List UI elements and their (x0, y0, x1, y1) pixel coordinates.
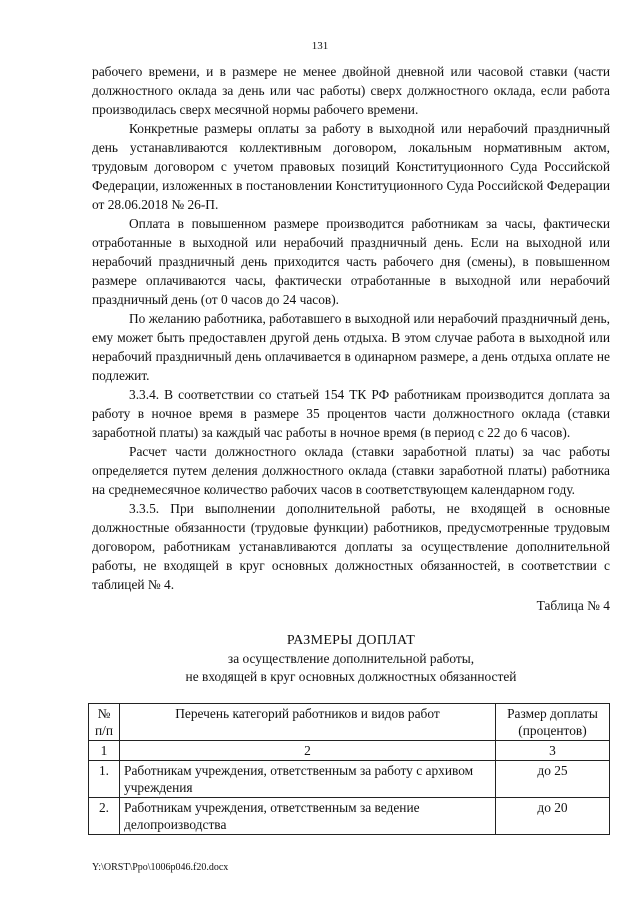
table-caption: Таблица № 4 (536, 598, 610, 613)
header-num: № п/п (89, 704, 120, 741)
table-row (89, 798, 610, 835)
table-header-row (89, 704, 610, 741)
index-cell: 3 (496, 741, 610, 761)
paragraph: 3.3.5. При выполнении дополнительной работы, не входящей в основные должностные обязанности (трудовые функции) работников, предусмотренные трудовым договором, работникам устанавливаются доплаты за осуществление дополнительной работы, не входящей в круг основных должностных обязанностей, в соответствии с таблицей № 4. (92, 501, 610, 592)
paragraph: Оплата в повышенном размере производится работникам за часы, фактически отработанные в выходной или нерабочий праздничный день. Если на выходной или нерабочий праздничный день приходится часть рабочего дня (смены), в повышенном размере оплачиваются часы, фактически отработанные в выходной или нерабочий праздничный день (от 0 часов до 24 часов). (92, 216, 610, 307)
allowances-table (88, 703, 610, 835)
row-amount: до 20 (496, 798, 610, 835)
paragraph: По желанию работника, работавшего в выходной или нерабочий праздничный день, ему может быть предоставлен другой день отдыха. В этом случае работа в выходной или нерабочий праздничный день оплачивается в одинарном размере, а день отдыха оплате не подлежит. (92, 311, 610, 383)
table-subtitle-line: не входящей в круг основных должностных обязанностей (185, 669, 517, 684)
table-index-row (89, 741, 610, 761)
paragraph: Расчет части должностного оклада (ставки заработной платы) за час работы определяется путем деления должностного оклада (ставки заработной платы) работника на среднемесячное количество рабочих часов в соответствующем календарном году. (92, 444, 610, 497)
table-subtitle-line: за осуществление дополнительной работы, (227, 651, 475, 666)
row-amount: до 25 (496, 761, 610, 798)
header-amount: Размер доплаты (процентов) (496, 704, 610, 741)
row-text: Работникам учреждения, ответственным за ведение делопроизводства (120, 798, 496, 835)
body-text (92, 62, 610, 594)
paragraph: 3.3.4. В соответствии со статьей 154 ТК РФ работникам производится доплата за работу в ночное время в размере 35 процентов части должностного оклада (ставки заработной платы) за каждый час работы в ночное время (в период с 22 до 6 часов). (92, 387, 610, 440)
row-num: 1. (89, 761, 120, 798)
table-title: РАЗМЕРЫ ДОПЛАТ (286, 633, 416, 648)
index-cell: 1 (89, 741, 120, 761)
row-text: Работникам учреждения, ответственным за работу с архивом учреждения (120, 761, 496, 798)
paragraph: рабочего времени, и в размере не менее двойной дневной или часовой ставки (части должностного оклада за день или час работы) сверх должностного оклада, если работа производилась сверх месячной нормы рабочего времени. (92, 64, 610, 117)
file-path-footer: Y:\ORST\Ppo\1006p046.f20.docx (92, 862, 229, 873)
table-row (89, 761, 610, 798)
row-num: 2. (89, 798, 120, 835)
paragraph: Конкретные размеры оплаты за работу в выходной или нерабочий праздничный день устанавливаются коллективным договором, локальным нормативным актом, трудовым договором с учетом правовых позиций Конституционного Суда Российской Федерации, изложенных в постановлении Конституционного Суда Российской Федерации от 28.06.2018 № 26-П. (92, 121, 610, 212)
header-list: Перечень категорий работников и видов работ (120, 704, 496, 741)
index-cell: 2 (120, 741, 496, 761)
table-heading (92, 632, 610, 686)
page-number: 131 (311, 40, 329, 52)
